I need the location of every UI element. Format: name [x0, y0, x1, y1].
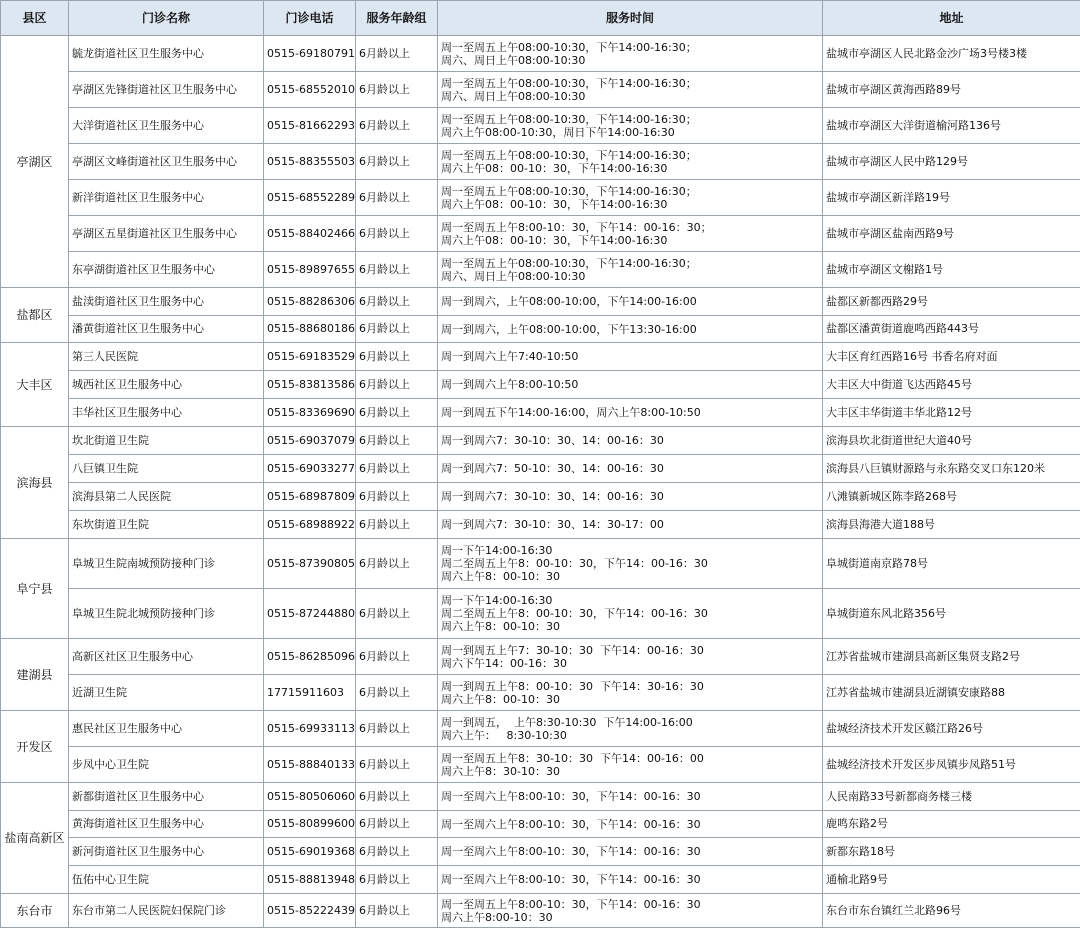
phone-cell: 0515-89897655: [264, 252, 356, 288]
header-service-time: 服务时间: [438, 1, 823, 36]
phone-cell: 0515-80506060: [264, 783, 356, 811]
age-group-cell: 6月龄以上: [356, 455, 438, 483]
address-cell: 新都东路18号: [823, 838, 1080, 866]
phone-cell: 0515-69180791: [264, 36, 356, 72]
table-row: [1, 711, 1080, 747]
clinic-name-cell: 第三人民医院: [69, 343, 264, 371]
phone-cell: 0515-87390805: [264, 539, 356, 589]
service-time-cell: 周一至周六上午8:00-10：30，下午14：00-16：30: [438, 811, 823, 838]
phone-cell: 0515-69037079: [264, 427, 356, 455]
header-address: 地址: [823, 1, 1080, 36]
phone-cell: 0515-83813586: [264, 371, 356, 399]
address-cell: 大丰区大中街道飞达西路45号: [823, 371, 1080, 399]
address-cell: 盐城市亭湖区人民中路129号: [823, 144, 1080, 180]
clinic-name-cell: 亭湖区五星街道社区卫生服务中心: [69, 216, 264, 252]
age-group-cell: 6月龄以上: [356, 399, 438, 427]
age-group-cell: 6月龄以上: [356, 252, 438, 288]
phone-cell: 0515-68988922: [264, 511, 356, 539]
service-time-cell: 周一至周五上午08:00-10:30，下午14:00-16:30； 周六上午08：00-10：30，下午14:00-16:30: [438, 180, 823, 216]
table-row: [1, 36, 1080, 72]
table-row: [1, 511, 1080, 539]
phone-cell: 0515-88680186: [264, 316, 356, 343]
age-group-cell: 6月龄以上: [356, 589, 438, 639]
phone-cell: 0515-88355503: [264, 144, 356, 180]
age-group-cell: 6月龄以上: [356, 783, 438, 811]
clinic-name-cell: 阜城卫生院北城预防接种门诊: [69, 589, 264, 639]
address-cell: 东台市东台镇红兰北路96号: [823, 894, 1080, 928]
district-cell: 大丰区: [1, 343, 69, 427]
header-row: [1, 1, 1080, 36]
table-row: [1, 866, 1080, 894]
clinic-name-cell: 大洋街道社区卫生服务中心: [69, 108, 264, 144]
table-row: [1, 371, 1080, 399]
age-group-cell: 6月龄以上: [356, 72, 438, 108]
service-time-cell: 周一至周五上午08:00-10:30，下午14:00-16:30； 周六、周日上午08:00-10:30: [438, 36, 823, 72]
clinic-name-cell: 盐渎街道社区卫生服务中心: [69, 288, 264, 316]
address-cell: 鹿鸣东路2号: [823, 811, 1080, 838]
table-row: [1, 180, 1080, 216]
table-row: [1, 252, 1080, 288]
district-cell: 阜宁县: [1, 539, 69, 639]
service-time-cell: 周一到周六上午8:00-10:50: [438, 371, 823, 399]
service-time-cell: 周一至周五上午8：30-10：30 下午14：00-16：00 周六上午8：30-10：30: [438, 747, 823, 783]
address-cell: 滨海县八巨镇财源路与永东路交叉口东120米: [823, 455, 1080, 483]
header-age-group: 服务年龄组: [356, 1, 438, 36]
age-group-cell: 6月龄以上: [356, 216, 438, 252]
age-group-cell: 6月龄以上: [356, 511, 438, 539]
clinic-name-cell: 伍佑中心卫生院: [69, 866, 264, 894]
age-group-cell: 6月龄以上: [356, 316, 438, 343]
clinic-name-cell: 亭湖区文峰街道社区卫生服务中心: [69, 144, 264, 180]
service-time-cell: 周一到周五上午7：30-10：30 下午14：00-16：30 周六下午14：00-16：30: [438, 639, 823, 675]
phone-cell: 0515-88840133: [264, 747, 356, 783]
age-group-cell: 6月龄以上: [356, 711, 438, 747]
table-row: [1, 483, 1080, 511]
service-time-cell: 周一至周五上午08:00-10:30，下午14:00-16:30； 周六、周日上午08:00-10:30: [438, 252, 823, 288]
phone-cell: 0515-68987809: [264, 483, 356, 511]
phone-cell: 0515-69019368: [264, 838, 356, 866]
clinic-name-cell: 潘黄街道社区卫生服务中心: [69, 316, 264, 343]
age-group-cell: 6月龄以上: [356, 36, 438, 72]
table-row: [1, 455, 1080, 483]
table-row: [1, 427, 1080, 455]
clinic-name-cell: 城西社区卫生服务中心: [69, 371, 264, 399]
address-cell: 盐城市亭湖区盐南西路9号: [823, 216, 1080, 252]
district-cell: 亭湖区: [1, 36, 69, 288]
age-group-cell: 6月龄以上: [356, 371, 438, 399]
table-row: [1, 675, 1080, 711]
address-cell: 盐城市亭湖区人民北路金沙广场3号楼3楼: [823, 36, 1080, 72]
clinic-name-cell: 步凤中心卫生院: [69, 747, 264, 783]
phone-cell: 0515-88813948: [264, 866, 356, 894]
service-time-cell: 周一到周五， 上午8:30-10:30 下午14:00-16:00 周六上午： 8:30-10:30: [438, 711, 823, 747]
address-cell: 阜城街道南京路78号: [823, 539, 1080, 589]
service-time-cell: 周一到周六，上午08:00-10:00，下午13:30-16:00: [438, 316, 823, 343]
age-group-cell: 6月龄以上: [356, 180, 438, 216]
phone-cell: 0515-81662293: [264, 108, 356, 144]
age-group-cell: 6月龄以上: [356, 747, 438, 783]
table-row: [1, 316, 1080, 343]
service-time-cell: 周一到周五上午8：00-10：30 下午14：30-16：30 周六上午8：00-10：30: [438, 675, 823, 711]
phone-cell: 17715911603: [264, 675, 356, 711]
age-group-cell: 6月龄以上: [356, 675, 438, 711]
table-row: [1, 539, 1080, 589]
age-group-cell: 6月龄以上: [356, 539, 438, 589]
table-row: [1, 639, 1080, 675]
district-cell: 盐南高新区: [1, 783, 69, 894]
district-cell: 滨海县: [1, 427, 69, 539]
phone-cell: 0515-69183529: [264, 343, 356, 371]
address-cell: 滨海县坎北街道世纪大道40号: [823, 427, 1080, 455]
age-group-cell: 6月龄以上: [356, 288, 438, 316]
age-group-cell: 6月龄以上: [356, 144, 438, 180]
service-time-cell: 周一至周五上午8:00-10：30，下午14：00-16：30 周六上午8:00-10：30: [438, 894, 823, 928]
address-cell: 盐城市亭湖区大洋街道榆河路136号: [823, 108, 1080, 144]
district-cell: 东台市: [1, 894, 69, 928]
table-row: [1, 288, 1080, 316]
age-group-cell: 6月龄以上: [356, 811, 438, 838]
district-cell: 开发区: [1, 711, 69, 783]
table-row: [1, 399, 1080, 427]
service-time-cell: 周一至周六上午8:00-10：30，下午14：00-16：30: [438, 866, 823, 894]
clinic-name-cell: 新洋街道社区卫生服务中心: [69, 180, 264, 216]
address-cell: 盐城经济技术开发区赣江路26号: [823, 711, 1080, 747]
address-cell: 滨海县海港大道188号: [823, 511, 1080, 539]
age-group-cell: 6月龄以上: [356, 108, 438, 144]
address-cell: 大丰区丰华街道丰华北路12号: [823, 399, 1080, 427]
service-time-cell: 周一到周六上午7:40-10:50: [438, 343, 823, 371]
address-cell: 阜城街道东风北路356号: [823, 589, 1080, 639]
phone-cell: 0515-88402466: [264, 216, 356, 252]
service-time-cell: 周一至周五上午08:00-10:30，下午14:00-16:30； 周六上午08:00-10:30，周日下午14:00-16:30: [438, 108, 823, 144]
phone-cell: 0515-83369690: [264, 399, 356, 427]
clinic-name-cell: 新都街道社区卫生服务中心: [69, 783, 264, 811]
table-row: [1, 144, 1080, 180]
clinic-name-cell: 惠民社区卫生服务中心: [69, 711, 264, 747]
clinic-name-cell: 东亭湖街道社区卫生服务中心: [69, 252, 264, 288]
phone-cell: 0515-68552010: [264, 72, 356, 108]
phone-cell: 0515-68552289: [264, 180, 356, 216]
address-cell: 大丰区育红西路16号 书香名府对面: [823, 343, 1080, 371]
address-cell: 盐都区潘黄街道鹿鸣西路443号: [823, 316, 1080, 343]
phone-cell: 0515-69033277: [264, 455, 356, 483]
address-cell: 江苏省盐城市建湖县近湖镇安康路88: [823, 675, 1080, 711]
service-time-cell: 周一下午14:00-16:30 周二至周五上午8：00-10：30，下午14：00-16：30 周六上午8：00-10：30: [438, 539, 823, 589]
header-district: 县区: [1, 1, 69, 36]
age-group-cell: 6月龄以上: [356, 639, 438, 675]
address-cell: 江苏省盐城市建湖县高新区集贤支路2号: [823, 639, 1080, 675]
address-cell: 通榆北路9号: [823, 866, 1080, 894]
district-cell: 盐都区: [1, 288, 69, 343]
service-time-cell: 周一至周五上午08:00-10:30，下午14:00-16:30； 周六、周日上午08:00-10:30: [438, 72, 823, 108]
service-time-cell: 周一到周六7：30-10：30、14：00-16：30: [438, 427, 823, 455]
phone-cell: 0515-69933113: [264, 711, 356, 747]
service-time-cell: 周一至周五上午08:00-10:30，下午14:00-16:30； 周六上午08：00-10：30，下午14:00-16:30: [438, 144, 823, 180]
service-time-cell: 周一到周六7：30-10：30、14：30-17：00: [438, 511, 823, 539]
table-row: [1, 783, 1080, 811]
address-cell: 人民南路33号新都商务楼三楼: [823, 783, 1080, 811]
clinic-name-cell: 滨海县第二人民医院: [69, 483, 264, 511]
table-row: [1, 343, 1080, 371]
table-row: [1, 747, 1080, 783]
phone-cell: 0515-85222439: [264, 894, 356, 928]
service-time-cell: 周一到周六7：30-10：30、14：00-16：30: [438, 483, 823, 511]
service-time-cell: 周一至周五上午8:00-10：30，下午14：00-16：30； 周六上午08：00-10：30，下午14:00-16:30: [438, 216, 823, 252]
service-time-cell: 周一下午14:00-16:30 周二至周五上午8：00-10：30，下午14：00-16：30 周六上午8：00-10：30: [438, 589, 823, 639]
address-cell: 盐都区新都西路29号: [823, 288, 1080, 316]
address-cell: 盐城市亭湖区黄海西路89号: [823, 72, 1080, 108]
age-group-cell: 6月龄以上: [356, 343, 438, 371]
clinic-name-cell: 近湖卫生院: [69, 675, 264, 711]
service-time-cell: 周一到周五下午14:00-16:00，周六上午8:00-10:50: [438, 399, 823, 427]
clinic-name-cell: 黄海街道社区卫生服务中心: [69, 811, 264, 838]
phone-cell: 0515-88286306: [264, 288, 356, 316]
table-body: [1, 36, 1080, 928]
address-cell: 盐城市亭湖区新洋路19号: [823, 180, 1080, 216]
table-row: [1, 72, 1080, 108]
service-time-cell: 周一至周六上午8:00-10：30，下午14：00-16：30: [438, 838, 823, 866]
table-row: [1, 811, 1080, 838]
service-time-cell: 周一至周六上午8:00-10：30，下午14：00-16：30: [438, 783, 823, 811]
address-cell: 盐城市亭湖区文榭路1号: [823, 252, 1080, 288]
service-time-cell: 周一到周六，上午08:00-10:00，下午14:00-16:00: [438, 288, 823, 316]
header-clinic-name: 门诊名称: [69, 1, 264, 36]
clinic-name-cell: 八巨镇卫生院: [69, 455, 264, 483]
table-row: [1, 216, 1080, 252]
address-cell: 盐城经济技术开发区步凤镇步凤路51号: [823, 747, 1080, 783]
header-phone: 门诊电话: [264, 1, 356, 36]
clinic-name-cell: 亭湖区先锋街道社区卫生服务中心: [69, 72, 264, 108]
phone-cell: 0515-87244880: [264, 589, 356, 639]
table-row: [1, 838, 1080, 866]
age-group-cell: 6月龄以上: [356, 838, 438, 866]
clinic-name-cell: 丰华社区卫生服务中心: [69, 399, 264, 427]
table-row: [1, 589, 1080, 639]
service-time-cell: 周一到周六7：50-10：30、14：00-16：30: [438, 455, 823, 483]
clinic-name-cell: 毓龙街道社区卫生服务中心: [69, 36, 264, 72]
clinic-name-cell: 新河街道社区卫生服务中心: [69, 838, 264, 866]
clinic-name-cell: 坎北街道卫生院: [69, 427, 264, 455]
address-cell: 八滩镇新城区陈李路268号: [823, 483, 1080, 511]
phone-cell: 0515-80899600: [264, 811, 356, 838]
clinic-name-cell: 阜城卫生院南城预防接种门诊: [69, 539, 264, 589]
table-row: [1, 894, 1080, 928]
table-row: [1, 108, 1080, 144]
clinic-name-cell: 东坎街道卫生院: [69, 511, 264, 539]
age-group-cell: 6月龄以上: [356, 894, 438, 928]
age-group-cell: 6月龄以上: [356, 866, 438, 894]
age-group-cell: 6月龄以上: [356, 427, 438, 455]
district-cell: 建湖县: [1, 639, 69, 711]
clinic-name-cell: 高新区社区卫生服务中心: [69, 639, 264, 675]
phone-cell: 0515-86285096: [264, 639, 356, 675]
clinic-name-cell: 东台市第二人民医院妇保院门诊: [69, 894, 264, 928]
age-group-cell: 6月龄以上: [356, 483, 438, 511]
